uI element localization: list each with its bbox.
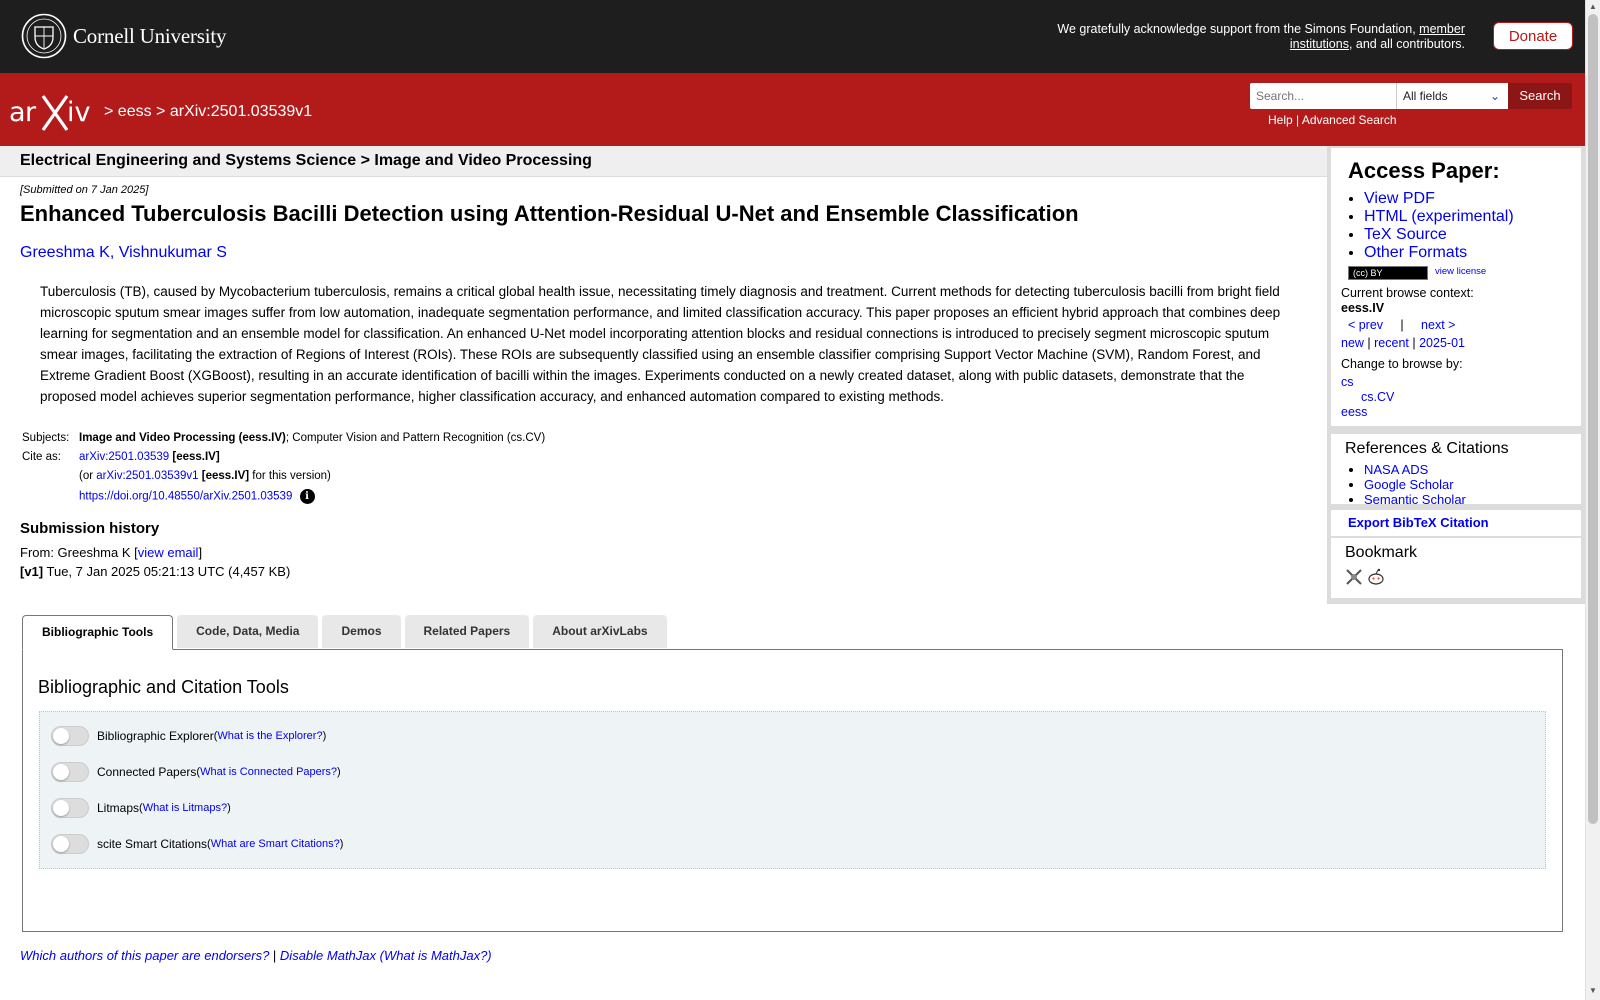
arxiv-logo-icon[interactable] xyxy=(9,92,101,132)
search-field-select[interactable] xyxy=(1396,83,1508,109)
tool-row-litmaps xyxy=(51,798,231,818)
doi-value xyxy=(77,487,547,506)
bookmark-title: Bookmark xyxy=(1345,544,1418,561)
access-paper-title: Access Paper: xyxy=(1348,158,1500,183)
semantic-scholar-link[interactable]: Semantic Scholar xyxy=(1364,492,1466,507)
chevron-down-icon: ⌄ xyxy=(1489,89,1500,103)
version-id-link[interactable]: arXiv:2501.03539v1 xyxy=(96,470,199,482)
breadcrumb-eess[interactable]: eess xyxy=(117,103,152,120)
pipe: | xyxy=(1400,318,1404,332)
browse-cscv-row xyxy=(1341,390,1571,405)
toggle-knob xyxy=(53,764,69,780)
context-value: eess.IV xyxy=(1341,301,1385,315)
tab-code-data-media[interactable]: Code, Data, Media xyxy=(177,615,318,648)
search-button[interactable]: Search xyxy=(1508,83,1572,109)
panel-heading: Bibliographic and Citation Tools xyxy=(38,677,289,697)
tool-info-link[interactable]: What are Smart Citations? xyxy=(210,838,340,850)
browse-eess-row xyxy=(1341,405,1571,420)
search-input[interactable] xyxy=(1250,83,1396,109)
prev-next-row xyxy=(1341,318,1571,333)
paren: ) xyxy=(227,802,231,814)
vertical-scrollbar[interactable] xyxy=(1585,0,1600,1000)
submission-date: [Submitted on 7 Jan 2025] xyxy=(20,184,149,196)
view-license-link[interactable]: view license xyxy=(1435,266,1487,277)
labs-tabs xyxy=(22,615,671,650)
advanced-search-link[interactable]: Advanced Search xyxy=(1301,113,1397,127)
html-link[interactable]: HTML (experimental) xyxy=(1364,208,1514,225)
from-close: ] xyxy=(198,545,203,560)
info-icon[interactable]: i xyxy=(300,489,315,504)
sidebar xyxy=(1327,146,1585,604)
support-text-pre: We gratefully acknowledge support from the Simons Foundation, xyxy=(1057,22,1420,36)
tool-label: Bibliographic Explorer xyxy=(97,729,214,743)
category-header xyxy=(0,146,1327,177)
toggle-knob xyxy=(53,836,69,852)
references-box xyxy=(1331,434,1581,507)
footer-separator: | xyxy=(269,948,280,963)
bibsonomy-icon[interactable] xyxy=(1345,568,1363,586)
paren: ( xyxy=(139,802,143,814)
access-link-item xyxy=(1364,244,1514,262)
donate-button[interactable]: Donate xyxy=(1493,22,1573,50)
version-category: [eess.IV] xyxy=(201,470,250,482)
author-link[interactable]: Greeshma K xyxy=(20,244,110,261)
cornell-name: Cornell University xyxy=(73,23,227,48)
breadcrumb xyxy=(104,103,312,121)
access-link-item xyxy=(1364,208,1514,226)
next-link[interactable]: next > xyxy=(1421,318,1456,332)
cornell-banner xyxy=(0,0,1585,73)
access-paper-box xyxy=(1331,148,1581,286)
cornell-seal-icon xyxy=(21,13,67,59)
submission-history-heading: Submission history xyxy=(20,520,160,537)
browse-eess-link[interactable]: eess xyxy=(1341,405,1368,419)
paren: ) xyxy=(337,766,341,778)
view-pdf-link[interactable]: View PDF xyxy=(1364,190,1435,207)
author-separator: , xyxy=(109,244,119,261)
new-link[interactable]: new xyxy=(1341,336,1364,350)
browse-cscv-link[interactable]: cs.CV xyxy=(1361,390,1395,404)
link-separator: | xyxy=(1292,113,1302,127)
category-path: Electrical Engineering and Systems Science > Image and Video Processing xyxy=(20,152,592,169)
version-cite-value xyxy=(77,468,547,487)
access-link-item xyxy=(1364,226,1514,244)
tools-box xyxy=(39,711,1546,869)
from-text: From: Greeshma K [ xyxy=(20,545,138,560)
version-label: [v1] xyxy=(20,564,44,579)
scroll-up-icon[interactable]: ▲ xyxy=(1589,2,1597,11)
secondary-subjects: ; Computer Vision and Pattern Recognition (cs.CV) xyxy=(285,432,546,444)
tex-source-link[interactable]: TeX Source xyxy=(1364,226,1447,243)
browse-cs-link[interactable]: cs xyxy=(1341,375,1354,389)
doi-row xyxy=(20,487,547,506)
cite-label: Cite as: xyxy=(22,451,61,463)
svg-text:ar: ar xyxy=(9,97,36,128)
version-entry xyxy=(20,564,290,579)
subjects-label: Subjects: xyxy=(22,432,70,444)
paren: ) xyxy=(322,730,327,742)
primary-subject: Image and Video Processing (eess.IV) xyxy=(79,432,286,444)
nasa-ads-link[interactable]: NASA ADS xyxy=(1364,462,1429,477)
author-list xyxy=(20,244,227,262)
cornell-logo[interactable] xyxy=(21,13,226,59)
paren: ( xyxy=(213,730,218,742)
endorsers-link[interactable]: Which authors of this paper are endorsers? xyxy=(20,948,270,963)
arxiv-header xyxy=(0,73,1585,146)
tool-row-explorer xyxy=(51,726,326,746)
toggle-knob xyxy=(53,728,69,744)
scrollbar-thumb[interactable] xyxy=(1588,14,1598,824)
browse-cs-row xyxy=(1341,375,1571,390)
tab-demos[interactable]: Demos xyxy=(322,615,400,648)
tool-info-link[interactable]: What is Connected Papers? xyxy=(200,766,338,778)
access-links xyxy=(1348,190,1514,262)
tool-row-connected-papers xyxy=(51,762,341,782)
explorer-toggle[interactable] xyxy=(51,726,89,746)
tool-info-link[interactable]: What is Litmaps? xyxy=(142,802,228,814)
tool-label: Litmaps xyxy=(97,801,140,815)
cite-value xyxy=(77,449,547,468)
tool-row-scite xyxy=(51,834,343,854)
support-text xyxy=(1045,22,1465,52)
what-is-mathjax-link[interactable]: (What is MathJax?) xyxy=(379,948,492,963)
paren: ( xyxy=(196,766,201,778)
abstract: Tuberculosis (TB), caused by Mycobacterium tuberculosis, remains a critical global health issue, necessitating timely diagnosis and treatment. Current methods for detecting tuberculosis bacilli from bright field microscopic sputum smear images suffer from low automation, inadequate segmentation performance, and limited classification accuracy. This paper proposes an efficient hybrid approach that combines deep learning for segmentation and an ensemble model for classification. An enhanced U-Net model incorporating attention blocks and residual connections is introduced to precisely segment microscopic sputum smear images, facilitating the extraction of Regions of Interest (ROIs). These ROIs are subsequently classified using an ensemble classifier comprising Support Vector Machine (SVM), Random Forest, and Extreme Gradient Boost (XGBoost), resulting in an accurate identification of bacilli within the images. Experiments conducted on a newly created dataset, along with public datasets, demonstrate that the proposed model achieves superior segmentation performance, higher classification accuracy, and enhanced automation compared to existing methods. xyxy=(40,284,1281,404)
references-title: References & Citations xyxy=(1345,440,1509,457)
export-bibtex-link[interactable]: Export BibTeX Citation xyxy=(1348,515,1489,530)
breadcrumb-sep: > xyxy=(156,103,166,120)
ref-link-item xyxy=(1364,462,1466,477)
svg-text:iv: iv xyxy=(67,97,91,128)
bibtex-box xyxy=(1331,510,1581,536)
access-link-item xyxy=(1364,190,1514,208)
support-text-post: , and all contributors. xyxy=(1348,37,1465,51)
tab-panel xyxy=(22,649,1563,932)
scite-toggle[interactable] xyxy=(51,834,89,854)
cc-license-badge[interactable]: (cc) BY xyxy=(1348,266,1428,280)
recent-link[interactable]: recent xyxy=(1374,336,1409,350)
tab-bibliographic-tools[interactable]: Bibliographic Tools xyxy=(22,615,173,650)
bookmark-box xyxy=(1331,538,1581,598)
or-text: (or xyxy=(79,470,97,482)
member-institutions-link[interactable]: member institutions xyxy=(1289,22,1465,51)
metadata-table xyxy=(20,430,547,506)
tool-info-link[interactable]: What is the Explorer? xyxy=(217,730,323,742)
version-suffix: for this version) xyxy=(249,470,331,482)
paren: ( xyxy=(207,838,211,850)
author-link[interactable]: Vishnukumar S xyxy=(118,244,227,261)
tool-label: scite Smart Citations xyxy=(97,837,208,851)
submission-from xyxy=(20,545,202,560)
tab-about-arxivlabs[interactable]: About arXivLabs xyxy=(533,615,666,648)
browse-context xyxy=(1331,284,1581,426)
paper-title: Enhanced Tuberculosis Bacilli Detection using Attention-Residual U-Net and Ensemble Classification xyxy=(20,201,1079,226)
search-field-value: All fields xyxy=(1403,89,1448,103)
ref-link-item xyxy=(1364,492,1466,507)
tool-label: Connected Papers xyxy=(97,765,197,779)
reddit-icon[interactable] xyxy=(1367,568,1385,586)
cite-row xyxy=(20,449,547,468)
toggle-knob xyxy=(53,800,69,816)
google-scholar-link[interactable]: Google Scholar xyxy=(1364,477,1454,492)
scroll-down-icon[interactable]: ▼ xyxy=(1589,986,1597,995)
context-label: Current browse context: xyxy=(1341,286,1474,300)
paren: ) xyxy=(339,838,344,850)
connected-papers-toggle[interactable] xyxy=(51,762,89,782)
breadcrumb-sep: > xyxy=(104,103,114,120)
list-links-row: new | recent | 2025-01 xyxy=(1341,336,1465,350)
footer-links xyxy=(20,948,492,963)
other-formats-link[interactable]: Other Formats xyxy=(1364,244,1468,261)
cite-category: [eess.IV] xyxy=(172,451,220,463)
litmaps-toggle[interactable] xyxy=(51,798,89,818)
prev-link[interactable]: < prev xyxy=(1347,318,1384,332)
doi-link[interactable]: https://doi.org/10.48550/arXiv.2501.03539 xyxy=(79,490,293,503)
version-details: Tue, 7 Jan 2025 05:21:13 UTC (4,457 KB) xyxy=(43,564,291,579)
ref-link-item xyxy=(1364,477,1466,492)
month-link[interactable]: 2025-01 xyxy=(1419,336,1465,350)
bookmark-icons xyxy=(1345,568,1385,586)
subjects-value xyxy=(77,430,547,449)
references-links xyxy=(1348,462,1466,507)
change-browse-label: Change to browse by: xyxy=(1341,357,1463,371)
version-cite-row xyxy=(20,468,547,487)
view-email-link[interactable]: view email xyxy=(137,545,199,560)
search-help-links xyxy=(1268,113,1397,127)
tab-related-papers[interactable]: Related Papers xyxy=(405,615,530,648)
breadcrumb-paper-id: arXiv:2501.03539v1 xyxy=(169,103,313,120)
disable-mathjax-link[interactable]: Disable MathJax xyxy=(279,948,377,963)
subjects-row xyxy=(20,430,547,449)
cite-id-link[interactable]: arXiv:2501.03539 xyxy=(79,451,170,463)
help-link[interactable]: Help xyxy=(1268,113,1293,127)
